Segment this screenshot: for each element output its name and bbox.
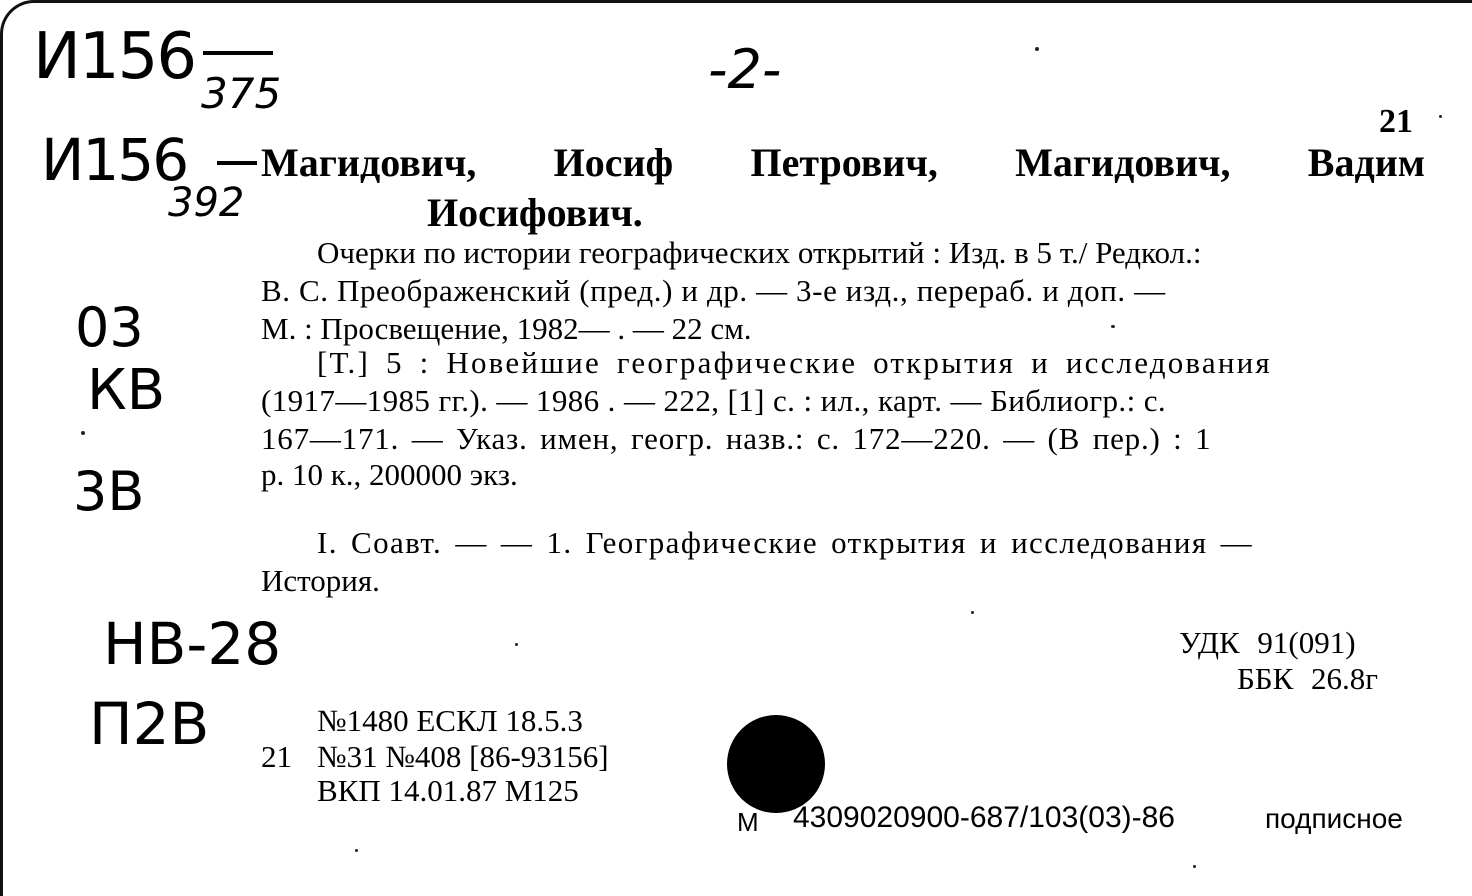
print-info-line: №31 №408 [86-93156] xyxy=(317,739,609,774)
heading-word: Магидович, xyxy=(261,140,477,185)
isbn-letter: М xyxy=(737,807,759,837)
speck xyxy=(1439,115,1442,118)
speck xyxy=(81,431,85,435)
handwritten-dash xyxy=(217,161,257,165)
handwritten-fraction-bar-1 xyxy=(203,51,273,55)
speck xyxy=(515,643,518,646)
handwritten-shelf-mark-2-number: 392 xyxy=(168,180,245,226)
description-text: Очерки по истории географических открытий : Изд. в 5 т./ Редкол.: xyxy=(317,235,1202,270)
print-info-line: №1480 ЕСКЛ 18.5.3 xyxy=(317,703,583,738)
volume-line: [Т.] 5 : Новейшие географические открытия и исследования xyxy=(317,345,1272,380)
handwritten-code-kv: КВ xyxy=(87,358,166,423)
heading-word: Магидович, xyxy=(1015,140,1231,185)
tracings-line: История. xyxy=(261,563,380,598)
volume-line: 167—171. — Указ. имен, геогр. назв.: с. 172—220. — (В пер.) : 1 xyxy=(261,421,1212,456)
heading-word: Иосиф xyxy=(553,140,674,185)
speck xyxy=(1111,325,1115,328)
udk-code: УДК 91(091) xyxy=(1179,625,1356,660)
isbn-code: 4309020900-687/103(03)-86 xyxy=(793,801,1175,834)
heading-word: Вадим xyxy=(1307,140,1425,185)
punch-hole xyxy=(727,715,825,813)
volume-line: (1917—1985 гг.). — 1986 . — 222, [1] с. : ил., карт. — Библиогр.: с. xyxy=(261,383,1167,418)
tracings-line: I. Соавт. — — 1. Географические открытия и исследования — xyxy=(317,525,1254,560)
handwritten-code-nv28: НВ-28 xyxy=(103,610,282,678)
volume-line: р. 10 к., 200000 экз. xyxy=(261,457,518,492)
description-line: В. С. Преображенский (пред.) и др. — 3-е изд., перераб. и доп. — xyxy=(261,273,1166,308)
print-info-prefix: 21 xyxy=(261,739,292,774)
handwritten-shelf-mark-1-number: 375 xyxy=(201,69,282,118)
speck xyxy=(1193,865,1196,868)
handwritten-page-mark: -2- xyxy=(708,38,782,101)
bbk-code: ББК 26.8г xyxy=(1237,661,1378,696)
description-line: М. : Просвещение, 1982— . — 22 см. xyxy=(261,311,752,346)
print-info-line: ВКП 14.01.87 М125 xyxy=(317,773,579,808)
isbn-note: подписное xyxy=(1265,803,1403,834)
handwritten-code-p2v: П2В xyxy=(89,690,210,758)
handwritten-shelf-mark-2: И156 xyxy=(41,126,188,194)
heading-author-continuation: Иосифович. xyxy=(427,190,643,235)
heading-word: Петрович, xyxy=(750,140,938,185)
speck xyxy=(355,849,358,852)
handwritten-code-03: 03 xyxy=(75,296,144,359)
card-number: 21 xyxy=(1379,103,1413,140)
handwritten-code-3v: 3В xyxy=(73,460,145,523)
speck xyxy=(971,611,974,614)
heading-authors xyxy=(261,140,1425,185)
speck xyxy=(1035,47,1039,51)
description-line xyxy=(317,237,1425,268)
handwritten-shelf-mark-1: И156 xyxy=(33,20,196,94)
